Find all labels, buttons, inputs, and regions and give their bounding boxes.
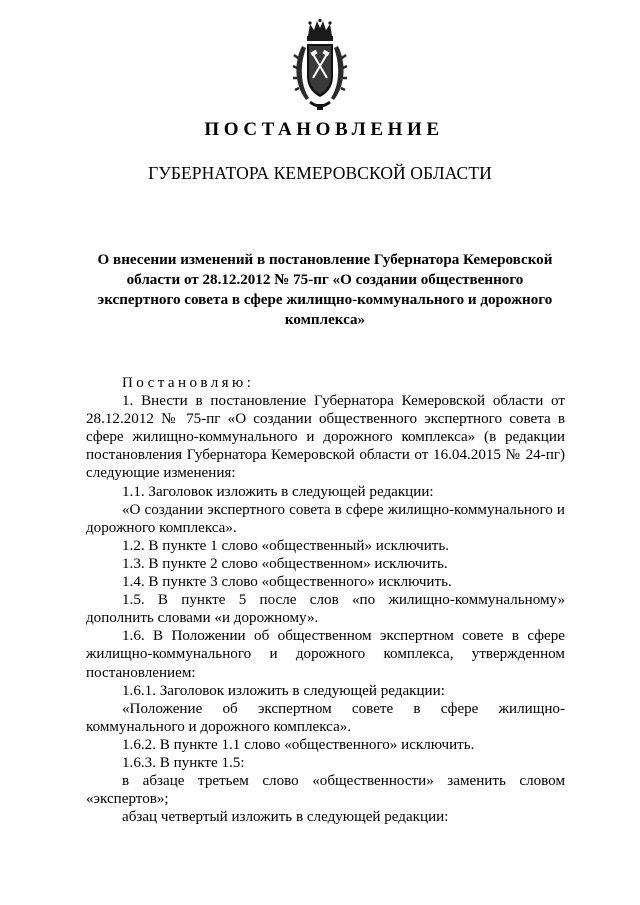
body-paragraph: 1.6. В Положении об общественном экспертном совете в сфере жилищно-коммунального и дорожного комплекса, утвержденном постановлением: xyxy=(86,628,565,681)
document-title xyxy=(92,250,558,330)
body-paragraph: абзац четвертый изложить в следующей редакции: xyxy=(122,809,449,826)
body-paragraph: «О создании экспертного совета в сфере жилищно-коммунального и дорожного комплекса». xyxy=(86,501,565,536)
coat-of-arms-icon xyxy=(292,18,348,114)
document-type-heading: ПОСТАНОВЛЕНИЕ xyxy=(204,119,444,140)
body-paragraph: «Положение об экспертном совете в сфере жилищно-коммунального и дорожного комплекса». xyxy=(86,700,565,735)
body-paragraph: 1.3. В пункте 2 слово «общественном» исключить. xyxy=(122,555,448,572)
body-paragraph: 1.6.1. Заголовок изложить в следующей редакции: xyxy=(122,682,445,699)
body-paragraph: 1.2. В пункте 1 слово «общественный» исключить. xyxy=(122,537,450,554)
body-paragraph: 1.5. В пункте 5 после слов «по жилищно-коммунальному» дополнить словами «и дорожному». xyxy=(86,592,565,627)
resolution-word: Постановляю: xyxy=(122,375,255,391)
document-title-line: области от 28.12.2012 № 75-пг «О создании общественного xyxy=(126,272,524,288)
body-paragraph: 1.1. Заголовок изложить в следующей редакции: xyxy=(122,483,434,500)
document-title-line: О внесении изменений в постановление Губернатора Кемеровской xyxy=(97,252,553,268)
body-paragraph: 1.4. В пункте 3 слово «общественного» исключить. xyxy=(122,574,452,591)
body-paragraph: 1.6.2. В пункте 1.1 слово «общественного» исключить. xyxy=(122,736,475,753)
body-paragraph: 1.6.3. В пункте 1.5: xyxy=(122,754,245,771)
document-title-line: комплекса» xyxy=(284,312,366,328)
body-paragraph: 1. Внести в постановление Губернатора Кемеровской области от 28.12.2012 № 75-пг «О создании общественного экспертного совета в сфере жилищно-коммунального и дорожного комплекса» (в редакции постановления Губернатора Кемеровской области от 16.04.2015 № 24-пг) следующие изменения: xyxy=(86,393,565,482)
document-title-line: экспертного совета в сфере жилищно-коммунального и дорожного xyxy=(97,292,553,308)
body-paragraph: в абзаце третьем слово «общественности» заменить словом «экспертов»; xyxy=(86,773,565,808)
issuer-heading: ГУБЕРНАТОРА КЕМЕРОВСКОЙ ОБЛАСТИ xyxy=(148,163,492,183)
document-body xyxy=(86,374,565,826)
